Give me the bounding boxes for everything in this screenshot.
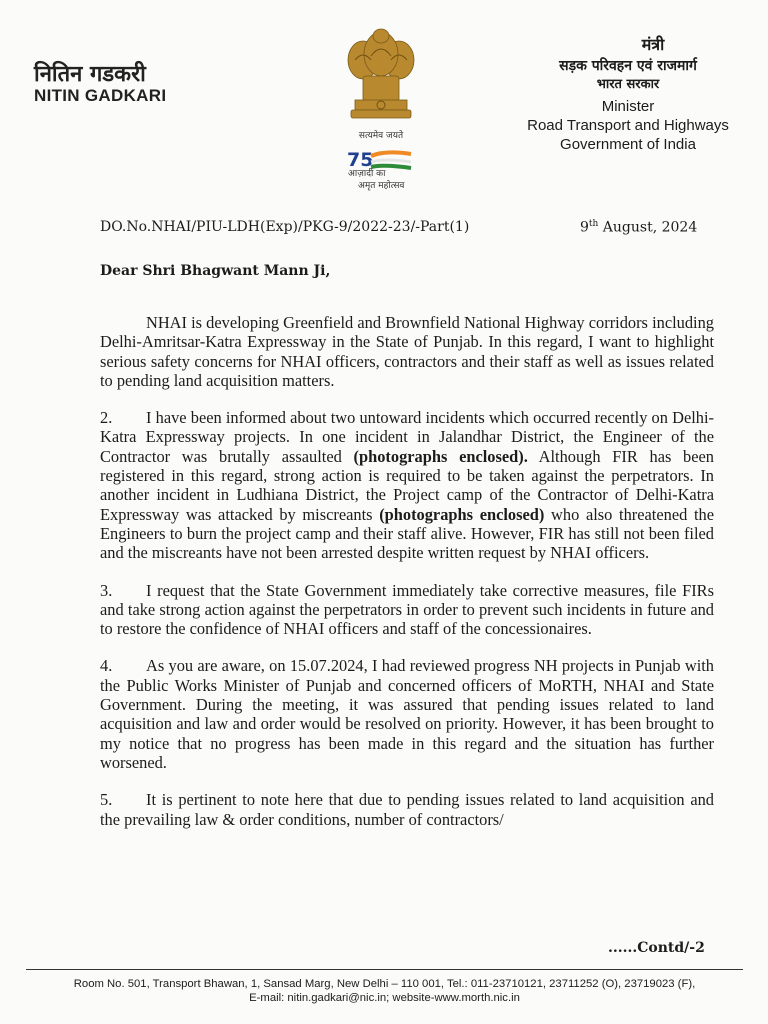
photographs-enclosed-note: (photographs enclosed). <box>353 446 528 466</box>
azadi-logo-number: 75 <box>347 149 374 171</box>
government-hindi: भारत सरकार <box>596 77 660 92</box>
paragraph-text: I request that the State Government immediately take corrective measures, file FIRs and take strong action against the perpetrators in order to prevent such incidents in future and to restore the confidence of NHAI officers and staff of the concessionaires. <box>100 580 714 639</box>
designation-english: Minister <box>601 98 655 115</box>
designation-hindi: मंत्री <box>641 35 665 54</box>
paragraph-number: 5. <box>100 790 113 810</box>
date-month-year: August, 2024 <box>598 219 698 236</box>
footer-divider <box>26 969 743 970</box>
paragraph-text: As you are aware, on 15.07.2024, I had reviewed progress NH projects in Punjab with the Public Works Minister of Punjab and concerned officers of MoRTH, NHAI and State Government. During the meeting, it was assured that pending issues related to land acquisition and law and order would be resolved on priority. However, it has been brought to my notice that no progress has been made in this regard and the situation has further worsened. <box>100 656 714 772</box>
paragraph-5 <box>100 790 714 829</box>
photographs-enclosed-note: (photographs enclosed) <box>379 504 545 524</box>
minister-name-english: NITIN GADKARI <box>34 86 167 105</box>
footer-address <box>26 977 743 1005</box>
azadi-logo-text <box>346 168 404 192</box>
date-suffix: th <box>588 219 599 229</box>
paragraph-text: Although FIR has been registered in this regard, strong action is required to be taken against the perpetrators. In another incident in Ludhiana District, the Project camp of the Contractor of Delhi-Katra Expressway was attacked by miscreants <box>100 446 715 524</box>
ministry-english: Road Transport and Highways <box>527 117 729 134</box>
government-english: Government of India <box>560 136 696 153</box>
paragraph-text: It is pertinent to note here that due to pending issues related to land acquisition and the prevailing law & order conditions, number of contractors/ <box>100 790 714 829</box>
paragraph-1: NHAI is developing Greenfield and Brownfield National Highway corridors including Delhi-Amritsar-Katra Expressway in the State of Punjab. In this regard, I want to highlight serious safety concerns for NHAI officers, contractors and their staff as well as issues related to pending land acquisition matters. <box>100 313 714 390</box>
azadi-line-2: अमृत महोत्सव <box>358 181 405 191</box>
date-day: 9 <box>580 219 589 236</box>
ministry-header <box>508 34 748 154</box>
continued-marker: ......Contd/-2 <box>608 940 705 956</box>
minister-name-hindi: नितिन गडकरी <box>34 62 146 87</box>
paragraph-number: 2. <box>100 408 113 428</box>
paragraph-3 <box>100 581 714 639</box>
ministry-hindi: सड़क परिवहन एवं राजमार्ग <box>559 58 697 74</box>
letter-body <box>100 313 714 847</box>
emblem-motto: सत्यमेव जयते <box>358 131 404 141</box>
azadi-line-1: आज़ादी का <box>348 169 386 179</box>
reference-number: DO.No.NHAI/PIU-LDH(Exp)/PKG-9/2022-23/-Part(1) <box>100 219 470 235</box>
paragraph-text: who also threatened the Engineers to burn the project camp and their staff alive. However, FIR has still not been filed and the miscreants have not been arrested despite written request by NHAI officers. <box>100 504 715 563</box>
salutation: Dear Shri Bhagwant Mann Ji, <box>100 263 331 279</box>
paragraph-4 <box>100 656 714 772</box>
national-emblem-icon <box>341 26 421 128</box>
paragraph-number: 3. <box>100 580 113 600</box>
paragraph-2 <box>100 408 714 562</box>
letter-date <box>580 219 697 236</box>
footer-contact-line: E-mail: nitin.gadkari@nic.in; website-www.morth.nic.in <box>249 992 520 1004</box>
paragraph-text: I have been informed about two untoward incidents which occurred recently on Delhi-Katra Expressway projects. In one incident in Jalandhar District, the Engineer of the Contractor was brutally assaulted <box>100 408 714 466</box>
footer-address-line: Room No. 501, Transport Bhawan, 1, Sansad Marg, New Delhi – 110 001, Tel.: 011-23710121, 23711252 (O), 23719023 (F), <box>73 978 696 990</box>
paragraph-number: 4. <box>100 656 113 676</box>
